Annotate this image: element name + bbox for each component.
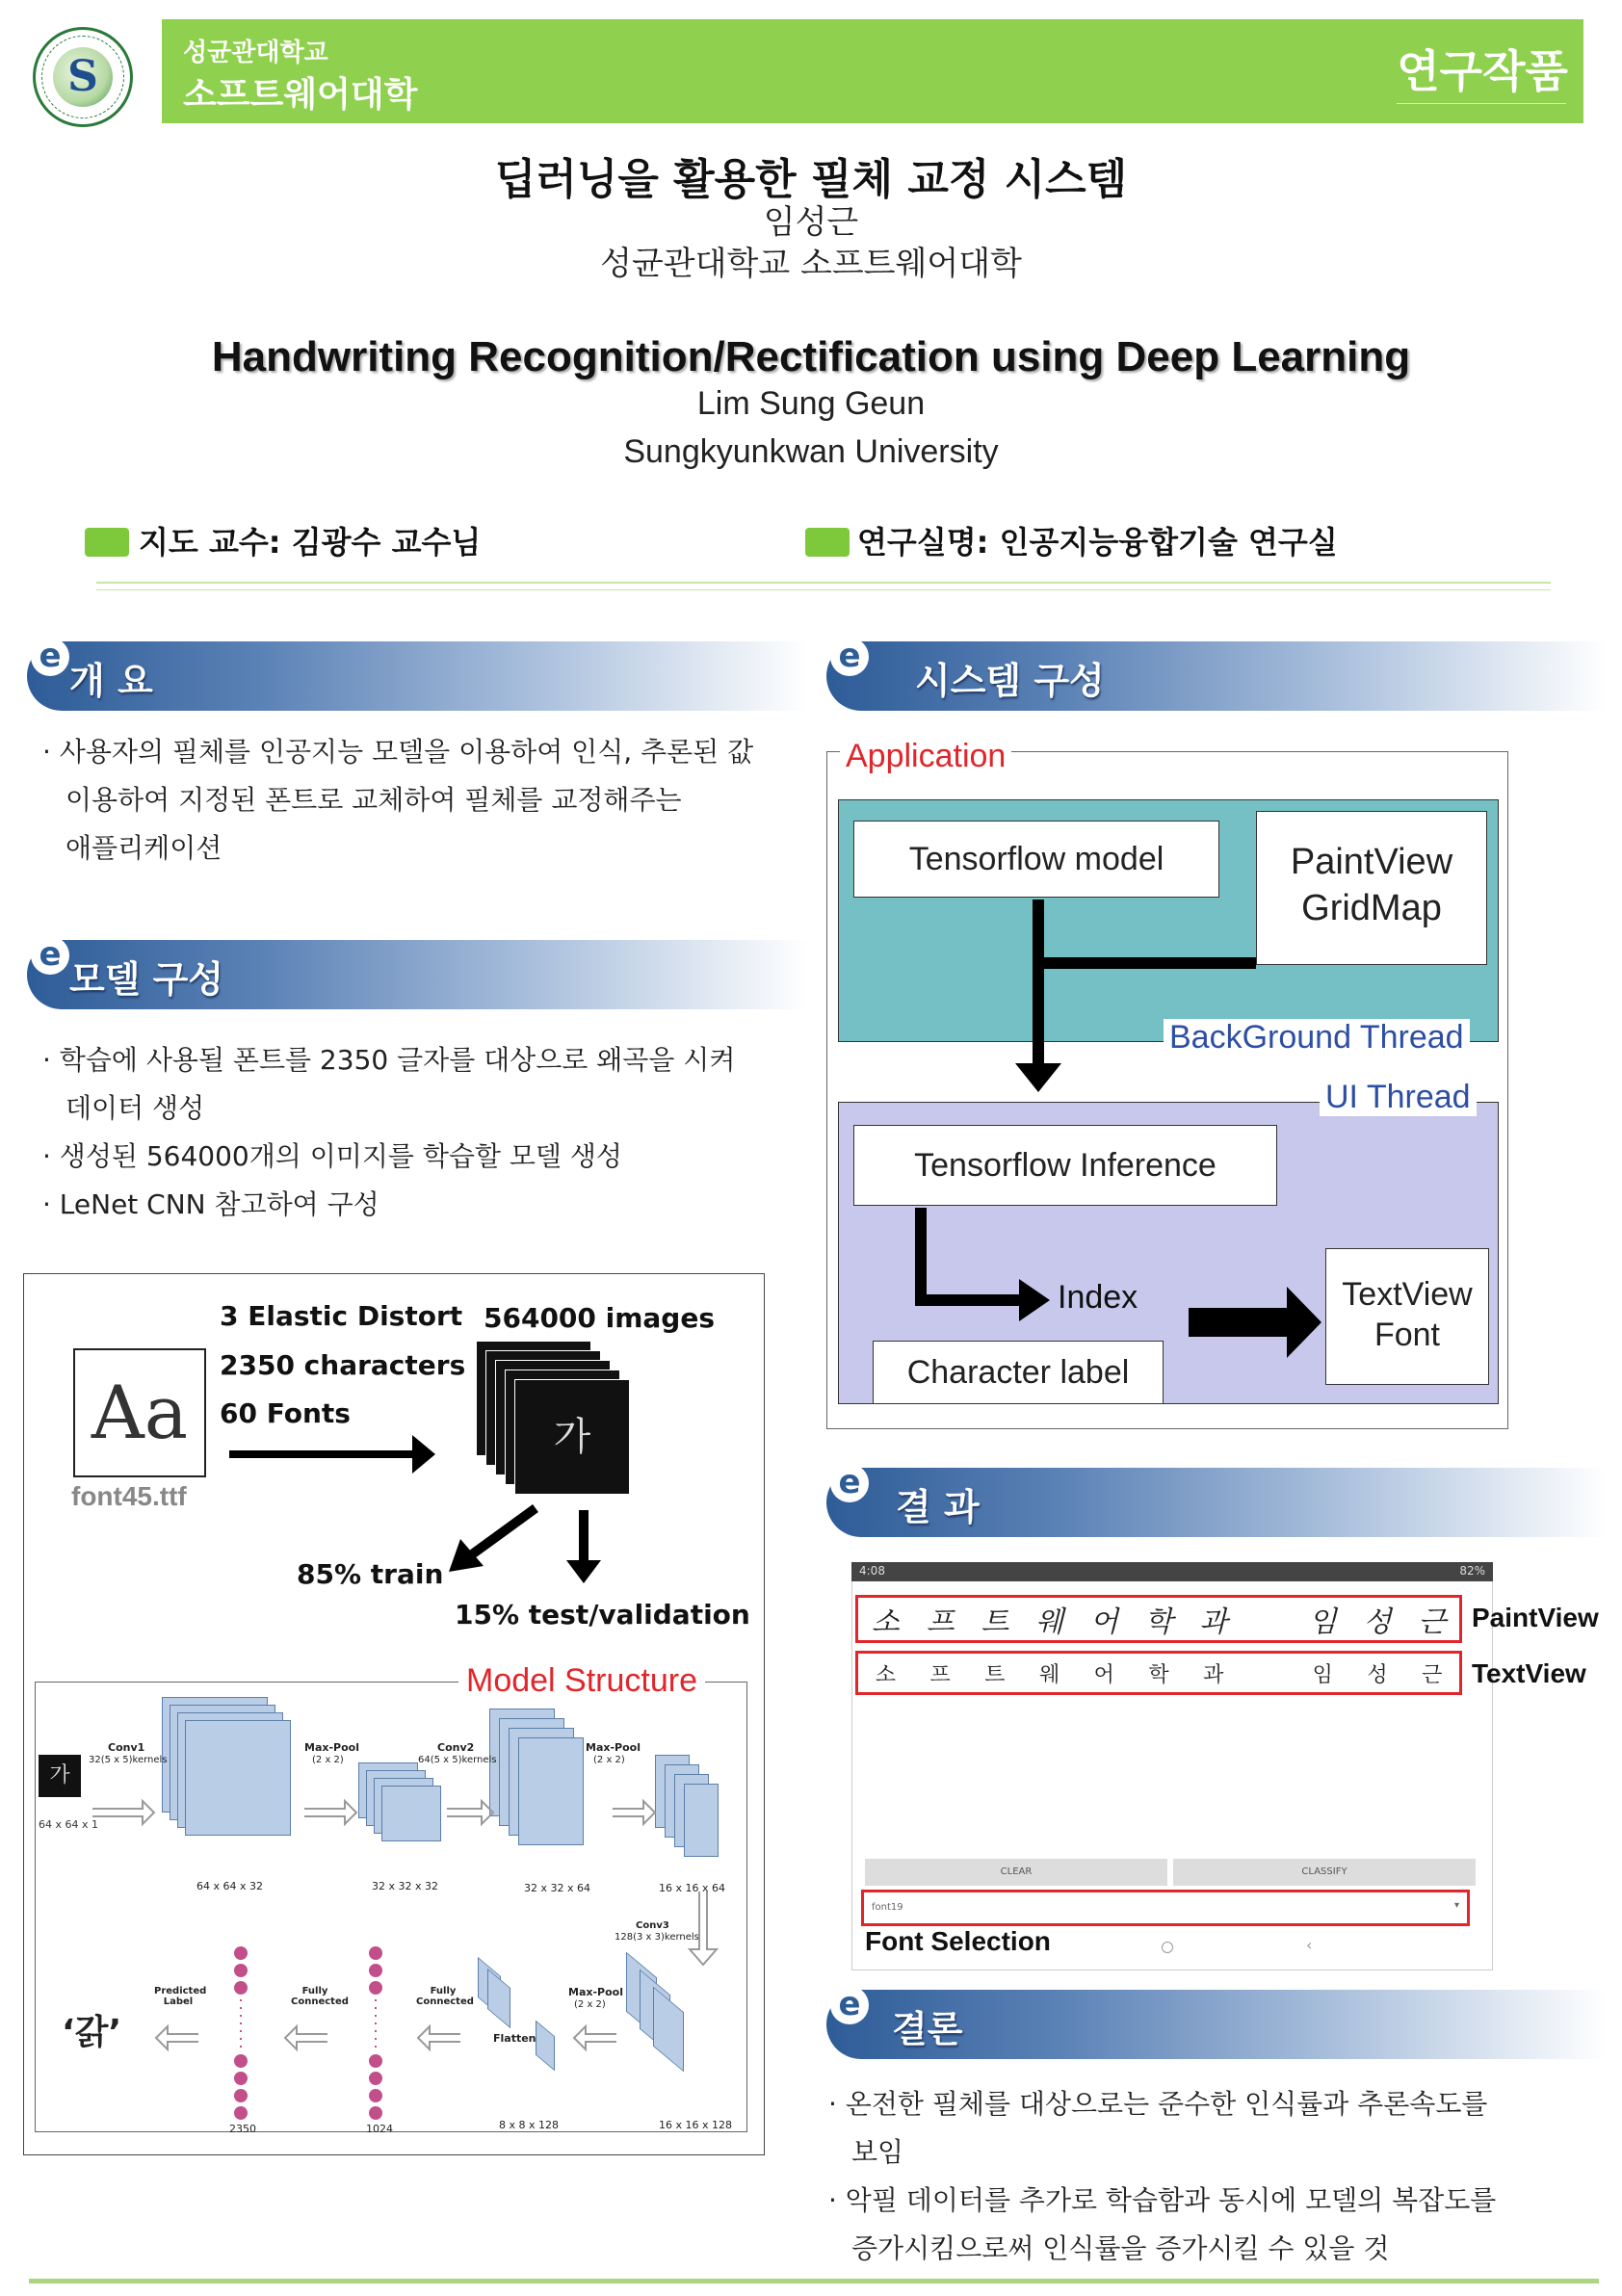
text-chars: [858, 1654, 1459, 1692]
header-category: 연구작품: [1397, 45, 1568, 97]
section-e-icon: e: [31, 638, 69, 676]
section-title: 결 과: [896, 1486, 980, 1528]
title-korean: 딥러닝을 활용한 필체 교정 시스템: [494, 155, 1128, 204]
fonts-label: 60 Fonts: [220, 1397, 351, 1429]
neurons-1024: [369, 1946, 382, 2120]
neuron-ellipsis: [241, 1999, 376, 2051]
section-e-icon: e: [830, 638, 869, 676]
gridmap-label: GridMap: [1301, 888, 1442, 928]
pool3-label: Max-Pool: [568, 1986, 623, 1998]
predicted-label: Predicted Label: [154, 1986, 207, 2007]
ui-thread-label: UI Thread: [1320, 1079, 1477, 1116]
section-title: 시스템 구성: [915, 660, 1105, 702]
conv1-kernels: 32(5 x 5)kernels: [89, 1755, 168, 1765]
arrow-model-to-inference: [1015, 900, 1061, 1092]
arrow-pool3: [574, 2026, 616, 2049]
conclusion-line: 보임: [851, 2136, 904, 2168]
model-line: · 생성된 564000개의 이미지를 학습할 모델 생성: [42, 1140, 622, 1172]
conv3-label: Conv3: [636, 1920, 669, 1931]
paint-chars: [858, 1598, 1459, 1640]
size-conv1: 64 x 64 x 32: [196, 1880, 263, 1892]
stack-glyph: 가: [553, 1415, 591, 1459]
images-label: 564000 images: [484, 1302, 716, 1334]
header-university: 성균관대학교: [183, 39, 328, 67]
model-line: · LeNet CNN 참고하여 구성: [42, 1188, 379, 1220]
status-time: 4:08: [859, 1564, 885, 1578]
pool2-kernels: (2 x 2): [593, 1755, 625, 1765]
char-cell: 성: [1367, 1662, 1388, 1687]
conv2-label: Conv2: [437, 1741, 475, 1754]
font-file-label: font45.ttf: [71, 1481, 187, 1511]
conv1-label: Conv1: [108, 1741, 145, 1754]
font-sample-glyph: Aa: [91, 1370, 189, 1455]
author-korean: 임성근: [763, 203, 859, 242]
title-english: Handwriting Recognition/Rectification using Deep Learning: [211, 333, 1411, 380]
pool2-label: Max-Pool: [586, 1741, 641, 1754]
textview-label: TextView: [1342, 1276, 1473, 1313]
size-pool1: 32 x 32 x 32: [372, 1880, 438, 1892]
background-thread-label: BackGround Thread: [1164, 1019, 1470, 1057]
tf-inference-box: Tensorflow Inference: [853, 1125, 1277, 1206]
affiliation-english: Sungkyunkwan University: [623, 433, 999, 470]
back-nav-icon[interactable]: ‹: [1306, 1936, 1313, 1954]
arrow-fc2: [156, 2026, 198, 2049]
clear-button[interactable]: CLEAR: [865, 1859, 1167, 1886]
char-cell: 소: [871, 1605, 900, 1639]
model-line: · 학습에 사용될 폰트를 2350 글자를 대상으로 왜곡을 시켜: [42, 1044, 736, 1076]
arrow-conv3: [690, 1892, 717, 1965]
size-pool3: 16 x 16 x 128: [659, 2119, 732, 2131]
paintview-label: PaintView: [1290, 842, 1453, 882]
section-e-icon: e: [31, 936, 69, 975]
classify-button[interactable]: CLASSIFY: [1173, 1859, 1476, 1886]
header-college: 소프트웨어대학: [183, 75, 418, 115]
pool1-label: Max-Pool: [304, 1741, 359, 1754]
char-cell: 웨: [1035, 1605, 1064, 1639]
arrow-conv1: [92, 1801, 154, 1824]
overview-line: 이용하여 지정된 폰트로 교체하여 필체를 교정해주는: [65, 784, 682, 816]
model-line: 데이터 생성: [65, 1092, 205, 1124]
conclusion-line: · 온전한 필체를 대상으로는 준수한 인식률과 추론속도를: [828, 2088, 1488, 2120]
font-dropdown-value: font19: [872, 1902, 903, 1913]
test-label: 15% test/validation: [455, 1599, 750, 1631]
flatten-label: Flatten: [493, 2032, 536, 2045]
char-cell: 과: [1203, 1662, 1224, 1687]
application-label: Application: [840, 738, 1011, 775]
chevron-down-icon: ▾: [1453, 1900, 1459, 1911]
logo-s-mark: S: [67, 52, 98, 101]
char-cell: 트: [981, 1605, 1009, 1639]
char-cell: 프: [926, 1605, 955, 1639]
bottom-rule: [29, 2279, 1599, 2283]
conclusion-line: · 악필 데이터를 추가로 학습함과 동시에 모델의 복잡도를: [828, 2184, 1497, 2216]
distort-label: 3 Elastic Distort: [220, 1300, 463, 1332]
section-e-icon: e: [830, 1464, 869, 1502]
advisor-text: 지도 교수: 김광수 교수님: [139, 524, 482, 561]
paintview-row[interactable]: [855, 1595, 1462, 1643]
char-cell: 어: [1093, 1662, 1114, 1687]
author-english: Lim Sung Geun: [696, 385, 926, 422]
size-flatten: 8 x 8 x 128: [499, 2119, 559, 2131]
arrow-fc1: [285, 2026, 327, 2049]
predicted-char: ‘갉’: [62, 2013, 122, 2052]
arrow-to-textview: [1189, 1287, 1321, 1358]
textview-caption: TextView: [1472, 1658, 1586, 1688]
size-1024: 1024: [366, 2123, 393, 2135]
fc1-label: Fully Connected: [291, 1986, 349, 2007]
index-label: Index: [1058, 1279, 1138, 1316]
neurons-2350: [234, 1946, 248, 2120]
section-e-icon: e: [830, 1986, 869, 2024]
char-cell: 학: [1148, 1662, 1169, 1687]
lab-text: 연구실명: 인공지능융합기술 연구실: [857, 524, 1338, 561]
char-cell: 근: [1422, 1662, 1443, 1687]
char-cell: 어: [1089, 1605, 1118, 1639]
arrow-conv2: [447, 1801, 493, 1824]
section-title: 결론: [892, 2008, 963, 2050]
conclusion-line: 증가시킴으로써 인식률을 증가시킬 수 있을 것: [851, 2232, 1390, 2264]
model-structure-title: Model Structure: [458, 1662, 705, 1700]
size-conv2: 32 x 32 x 64: [524, 1882, 590, 1894]
font-selection-caption: Font Selection: [865, 1926, 1051, 1956]
conv2-kernels: 64(5 x 5)kernels: [418, 1755, 497, 1765]
section-header-conclusion: [826, 1985, 1607, 2059]
font-label: Font: [1373, 1317, 1441, 1353]
arrow-pool1: [304, 1801, 356, 1824]
size-2350: 2350: [229, 2123, 256, 2135]
train-label: 85% train: [297, 1558, 444, 1590]
char-cell: 과: [1199, 1605, 1228, 1639]
char-cell: 임: [1308, 1605, 1337, 1639]
character-label-box: Character label: [873, 1341, 1164, 1404]
pool3-kernels: (2 x 2): [574, 1999, 606, 2010]
conv3-kernels: 128(3 x 3)kernels: [615, 1932, 699, 1943]
arrow-inference-to-index: [921, 1208, 1050, 1321]
char-cell: 소: [875, 1662, 896, 1687]
section-header-result: [826, 1463, 1607, 1537]
char-cell: 트: [984, 1662, 1006, 1687]
font-dropdown[interactable]: [861, 1890, 1470, 1926]
textview-row: [855, 1651, 1462, 1695]
status-bar: [851, 1562, 1493, 1581]
fc2-label: Fully Connected: [416, 1986, 474, 2007]
char-cell: 학: [1144, 1605, 1173, 1639]
section-title: 모델 구성: [69, 958, 224, 1001]
arrow-flatten: [418, 2026, 460, 2049]
status-battery: 82%: [1459, 1564, 1485, 1578]
char-cell: 성: [1363, 1605, 1392, 1639]
affiliation-korean: 성균관대학교 소프트웨어대학: [600, 245, 1022, 283]
char-cell: 프: [929, 1662, 951, 1687]
arrow-pool2: [613, 1801, 655, 1824]
home-nav-icon[interactable]: [1162, 1942, 1173, 1953]
input-image: 가: [39, 1755, 81, 1797]
tf-model-box: Tensorflow model: [853, 821, 1219, 898]
input-size: 64 x 64 x 1: [39, 1818, 98, 1831]
overview-line: · 사용자의 필체를 인공지능 모델을 이용하여 인식, 추론된 값: [42, 736, 754, 768]
overview-line: 애플리케이션: [65, 832, 222, 864]
characters-label: 2350 characters: [220, 1349, 466, 1381]
char-cell: 웨: [1038, 1662, 1060, 1687]
paintview-caption: PaintView: [1472, 1603, 1599, 1632]
char-cell: 근: [1418, 1605, 1447, 1639]
section-title: 개 요: [69, 660, 153, 702]
conclusion-text: [828, 2080, 1599, 2273]
char-cell: 임: [1312, 1662, 1333, 1687]
pool1-kernels: (2 x 2): [312, 1755, 344, 1765]
size-pool2: 16 x 16 x 64: [659, 1882, 725, 1894]
